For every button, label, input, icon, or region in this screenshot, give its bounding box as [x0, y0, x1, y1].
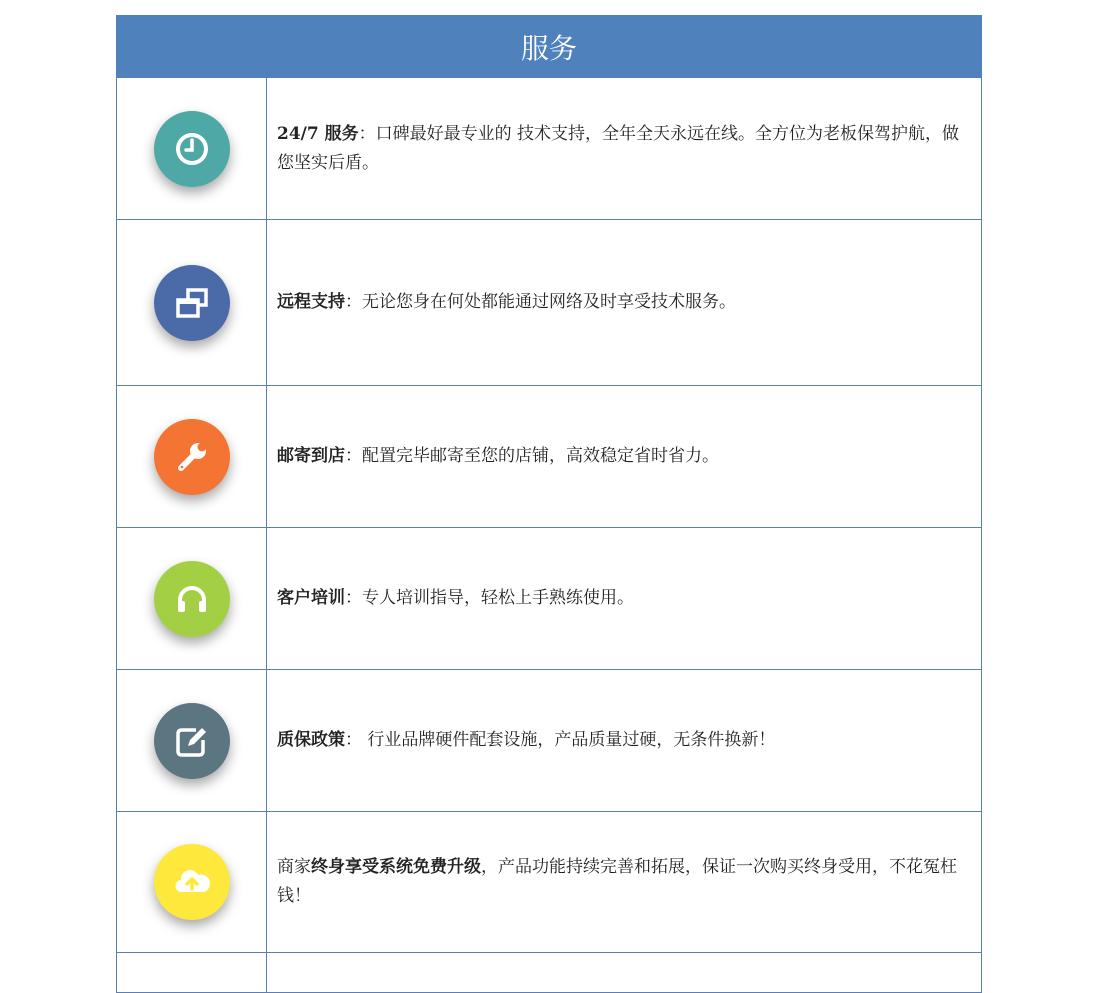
service-row — [116, 220, 982, 386]
table-header — [116, 15, 982, 78]
table-title: 服务 — [520, 31, 577, 65]
service-description: 24/7 服务：口碑最好最专业的 技术支持，全年全天永远在线。全方位为老板保驾护航，做您坚实后盾。 — [277, 123, 960, 173]
service-description: 质保政策： 行业品牌硬件配套设施，产品质量过硬，无条件换新！ — [277, 730, 776, 750]
service-description: 客户培训：专人培训指导，轻松上手熟练使用。 — [277, 588, 634, 608]
service-row — [116, 386, 982, 528]
icon-cell — [117, 78, 267, 219]
clock-icon — [154, 111, 230, 187]
service-row — [116, 670, 982, 812]
icon-cell — [117, 386, 267, 527]
service-name: 24/7 服务 — [277, 123, 359, 144]
icon-cell — [117, 528, 267, 669]
icon-cell — [117, 812, 267, 952]
service-row — [116, 812, 982, 953]
service-name: 终身享受系统免费升级 — [311, 857, 481, 877]
edit-icon — [154, 703, 230, 779]
service-description: 邮寄到店：配置完毕邮寄至您的店铺，高效稳定省时省力。 — [277, 446, 719, 466]
service-description: 远程支持：无论您身在何处都能通过网络及时享受技术服务。 — [277, 292, 736, 312]
services-table — [116, 15, 982, 993]
wrench-icon — [154, 419, 230, 495]
service-row — [116, 953, 982, 993]
service-name: 质保政策 — [277, 730, 345, 750]
cloud-upload-icon — [154, 844, 230, 920]
windows-icon — [154, 265, 230, 341]
service-name: 远程支持 — [277, 292, 345, 312]
icon-cell — [117, 220, 267, 385]
icon-cell — [117, 953, 267, 992]
service-row — [116, 78, 982, 220]
service-description — [267, 953, 981, 992]
headphones-icon — [154, 561, 230, 637]
service-row — [116, 528, 982, 670]
service-name: 邮寄到店 — [277, 446, 345, 466]
icon-cell — [117, 670, 267, 811]
service-name: 客户培训 — [277, 588, 345, 608]
service-description: 商家终身享受系统免费升级，产品功能持续完善和拓展，保证一次购买终身受用，不花冤枉钱！ — [277, 857, 957, 906]
